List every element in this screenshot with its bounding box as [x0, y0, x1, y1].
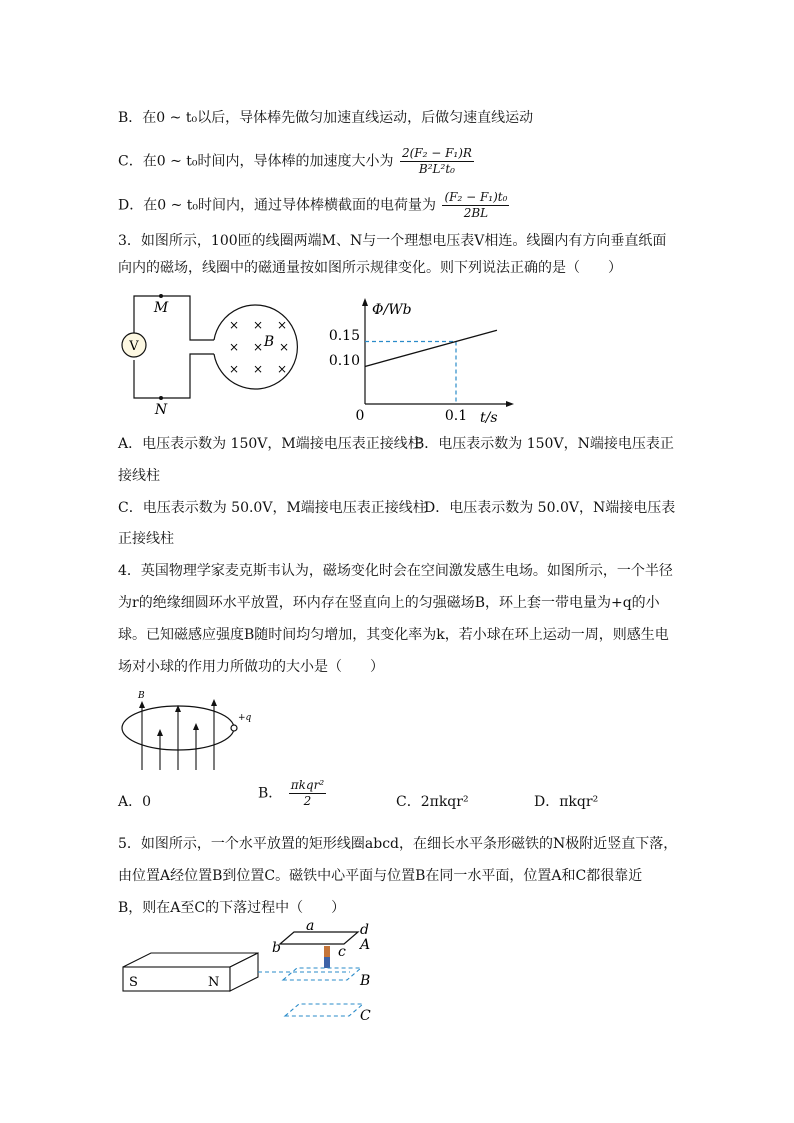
q4-stem-line-4: 场对小球的作用力所做功的大小是（ ）: [118, 659, 384, 675]
tick-label-x-0: 0: [355, 408, 365, 424]
q4-stem-line-2: 为r的绝缘细圆环水平放置，环内存在竖直向上的匀强磁场B，环上套一带电量为+q的小: [118, 595, 660, 611]
q4-option-b-denominator: 2: [303, 794, 312, 808]
tick-label-x-01: 0.1: [444, 408, 468, 424]
flux-data-line: [365, 330, 497, 366]
q4-option-a: A．0: [118, 794, 152, 810]
arrow-head: [139, 701, 145, 708]
field-cross: ×: [252, 362, 264, 376]
terminal-n-label: N: [154, 402, 168, 418]
q2-option-c-text: C．在0 ~ t₀时间内，导体棒的加速度大小为: [118, 153, 394, 170]
coil-corner-c: c: [338, 944, 346, 960]
position-b-label: B: [360, 973, 371, 989]
q4-option-b-letter: B．: [258, 785, 283, 802]
q3-option-b: B．电压表示数为 150V，N端接电压表正: [414, 436, 674, 452]
q4-option-b-numerator: πkqr²: [290, 778, 325, 792]
field-cross: ×: [228, 362, 240, 376]
coil-holder-lower: [324, 957, 330, 968]
field-cross: ×: [228, 318, 240, 332]
q2-option-c-denominator: B²L²t₀: [418, 162, 455, 176]
magnet-pole-s: S: [129, 975, 138, 990]
x-axis-arrow: [506, 401, 514, 407]
q2-option-d: [118, 190, 511, 221]
magnetic-field-arrows: [142, 704, 214, 770]
arrow-head: [211, 699, 217, 706]
voltmeter-label: V: [129, 339, 139, 354]
field-cross: ×: [252, 340, 264, 354]
y-axis-arrow: [362, 298, 368, 306]
charge-label: +q: [238, 713, 252, 723]
field-b-label: B: [263, 334, 275, 350]
q2-option-d-denominator: 2BL: [463, 206, 489, 220]
q5-coil-magnet-figure: [118, 918, 388, 1028]
coil-position-b: [283, 968, 361, 980]
q3-option-a: A．电压表示数为 150V，M端接电压表正接线柱: [118, 436, 422, 452]
q4-stem-line-1: 4．英国物理学家麦克斯韦认为，磁场变化时会在空间激发感生电场。如图所示，一个半径: [118, 563, 673, 579]
q4-option-b: [258, 778, 328, 809]
circuit-wire-bottom: [134, 354, 214, 398]
coil-corner-b: b: [272, 940, 281, 956]
q5-stem-line-3: B，则在A至C的下落过程中（ ）: [118, 900, 346, 916]
x-axis-label: t/s: [480, 410, 498, 426]
field-cross: ×: [278, 340, 290, 354]
magnet-pole-n: N: [208, 975, 220, 990]
terminal-m-dot: [159, 294, 163, 298]
coil-holder-upper: [324, 946, 330, 957]
field-b-label: B: [138, 691, 145, 701]
q2-option-d-numerator: (F₂ − F₁)t₀: [444, 190, 508, 204]
coil-position-c: [285, 1004, 363, 1016]
q5-stem-line-2: 由位置A经位置B到位置C。磁铁中心平面与位置B在同一水平面，位置A和C都很靠近: [118, 868, 643, 884]
terminal-m-label: M: [153, 300, 169, 316]
q2-option-c-numerator: 2(F₂ − F₁)R: [401, 146, 472, 160]
q4-ring-field-figure: [118, 688, 268, 772]
coil-corner-a: a: [306, 918, 315, 934]
charged-ball: [231, 725, 237, 731]
position-c-label: C: [360, 1008, 371, 1024]
terminal-n-dot: [159, 396, 163, 400]
coil-corner-d: d: [360, 922, 369, 938]
tick-label-y-015: 0.15: [328, 328, 360, 344]
q3-option-b-continued: 接线柱: [118, 468, 160, 484]
q4-option-d: D．πkqr²: [534, 794, 599, 810]
q2-option-d-fraction: [442, 190, 509, 221]
arrow-head: [193, 723, 199, 730]
position-a-label: A: [360, 937, 371, 953]
q2-option-c-fraction: [400, 146, 474, 177]
field-cross: ×: [276, 362, 288, 376]
y-axis-label: Φ/Wb: [372, 302, 412, 318]
q4-stem-line-3: 球。已知磁感应强度B随时间均匀增加，其变化率为k，若小球在环上运动一周，则感生电: [118, 627, 669, 643]
q2-option-d-text: D．在0 ~ t₀时间内，通过导体棒横截面的电荷量为: [118, 197, 436, 214]
field-cross: ×: [228, 340, 240, 354]
field-cross: ×: [276, 318, 288, 332]
q5-stem-line-1: 5．如图所示，一个水平放置的矩形线圈abcd，在细长水平条形磁铁的N极附近竖直下落，: [118, 836, 678, 852]
q3-coil-circuit-figure: [118, 288, 308, 418]
q2-option-b: B．在0 ~ t₀以后，导体棒先做匀加速直线运动，后做匀速直线运动: [118, 110, 534, 126]
q3-option-d: D．电压表示数为 50.0V，N端接电压表: [424, 500, 676, 516]
q3-option-c: C．电压表示数为 50.0V，M端接电压表正接线柱: [118, 500, 427, 516]
magnetic-field-crosses: [229, 318, 289, 376]
q4-option-b-fraction: [289, 778, 326, 809]
field-cross: ×: [252, 318, 264, 332]
q3-stem-line-2: 向内的磁场，线圈中的磁通量按如图所示规律变化。则下列说法正确的是（ ）: [118, 260, 622, 276]
tick-label-y-010: 0.10: [328, 353, 360, 369]
circuit-wire-top: [134, 296, 214, 346]
q2-option-c: [118, 146, 476, 177]
q3-flux-time-graph: [320, 292, 520, 428]
arrow-head: [157, 729, 163, 736]
q4-option-c: C．2πkqr²: [396, 794, 469, 810]
q3-stem-line-1: 3．如图所示，100匝的线圈两端M、N与一个理想电压表V相连。线圈内有方向垂直纸面: [118, 233, 667, 249]
coil-position-a: [280, 932, 358, 944]
q3-option-d-continued: 正接线柱: [118, 531, 174, 547]
